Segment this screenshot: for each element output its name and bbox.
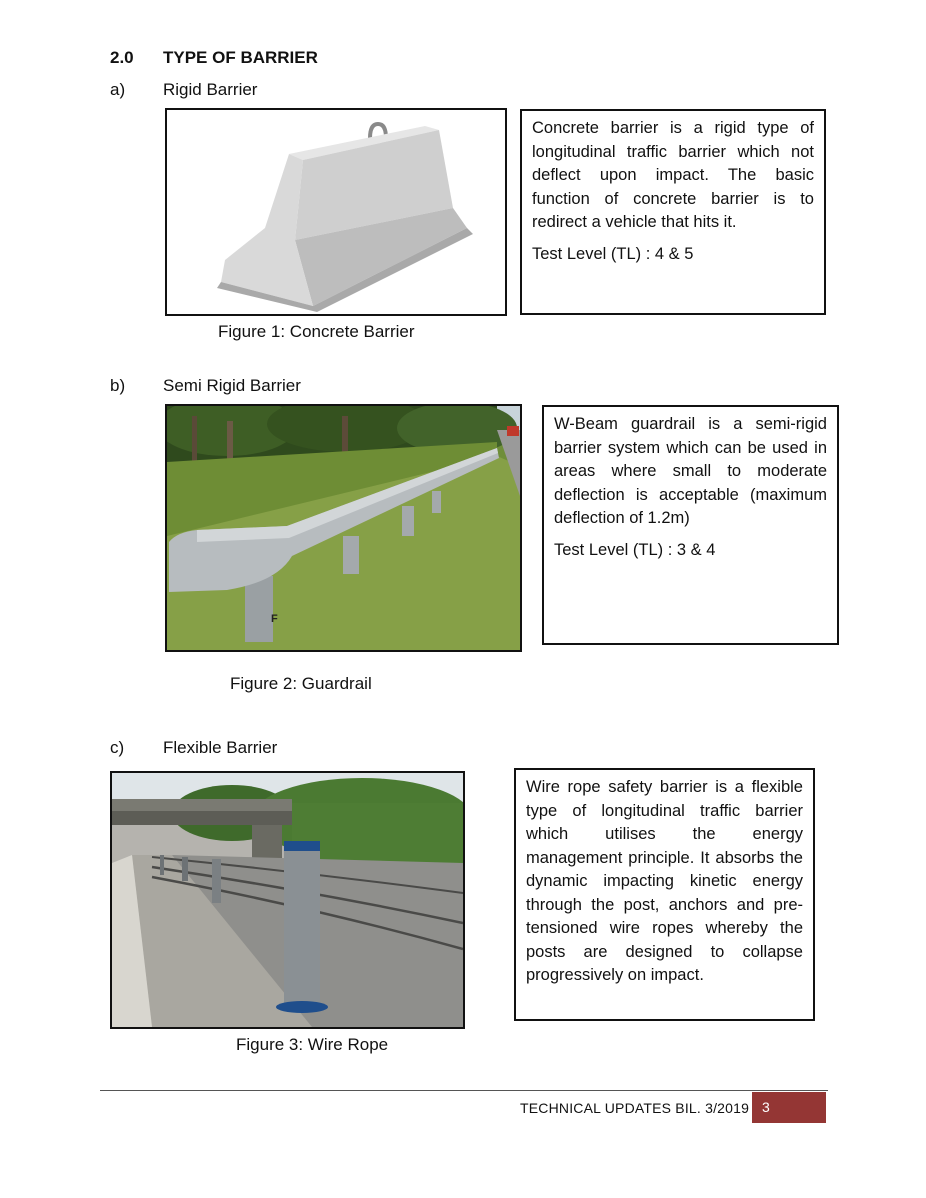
item-a-letter: a)	[110, 80, 126, 99]
rigid-barrier-description-box	[520, 109, 826, 315]
rigid-barrier-test-level: Test Level (TL) : 4 & 5	[532, 244, 694, 263]
footer-divider	[100, 1090, 828, 1091]
semi-rigid-barrier-test-level: Test Level (TL) : 3 & 4	[554, 540, 716, 559]
flexible-barrier-description: Wire rope safety barrier is a flexible type of longitudinal traffic barrier which utilises the energy management principle. It absorbs the dynamic impacting kinetic energy through the post, anchors and pre-tensioned wire ropes whereby the posts are designed to collapse progressively on impact.	[526, 778, 803, 984]
item-a-title: Rigid Barrier	[163, 80, 258, 99]
rigid-barrier-description: Concrete barrier is a rigid type of longitudinal traffic barrier which not deflect upon impact. The basic function of concrete barrier is to redirect a vehicle that hits it.	[532, 119, 814, 231]
item-c-letter: c)	[110, 738, 125, 757]
semi-rigid-barrier-description: W-Beam guardrail is a semi-rigid barrier system which can be used in areas where small to moderate deflection is acceptable (maximum deflection of 1.2m)	[554, 415, 827, 527]
footer-title: TECHNICAL UPDATES BIL. 3/2019	[520, 1100, 750, 1116]
guardrail-photo	[165, 404, 522, 652]
semi-rigid-barrier-description-box	[542, 405, 839, 645]
guardrail-photo-mark: F	[271, 613, 278, 625]
item-c-title: Flexible Barrier	[163, 738, 278, 757]
figure-3-caption: Figure 3: Wire Rope	[236, 1035, 389, 1054]
concrete-barrier-photo	[165, 108, 507, 316]
item-b-letter: b)	[110, 376, 126, 395]
section-number: 2.0	[110, 48, 134, 67]
section-title: TYPE OF BARRIER	[163, 48, 318, 67]
figure-2-caption: Figure 2: Guardrail	[230, 674, 372, 693]
wire-rope-photo	[110, 771, 465, 1029]
item-b-title: Semi Rigid Barrier	[163, 376, 301, 395]
figure-1-caption: Figure 1: Concrete Barrier	[218, 322, 415, 341]
page-number: 3	[752, 1092, 826, 1123]
flexible-barrier-description-box	[514, 768, 815, 1021]
